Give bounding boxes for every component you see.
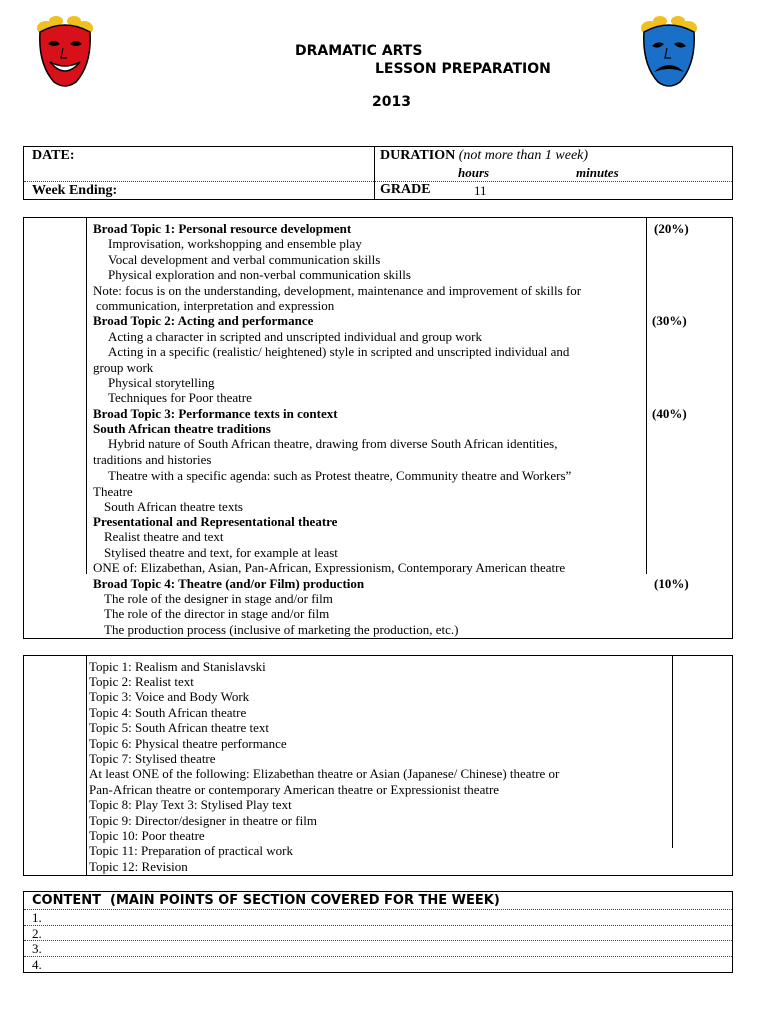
topic-line: communication, interpretation and expression bbox=[96, 298, 335, 313]
tragedy-mask-icon bbox=[636, 14, 702, 90]
topic-line: Stylised theatre and text, for example at least bbox=[104, 545, 338, 560]
duration-note: (not more than 1 week) bbox=[458, 148, 589, 163]
topic-line: Physical storytelling bbox=[108, 375, 215, 390]
grade-value: 11 bbox=[474, 183, 487, 198]
topic-line: Realist theatre and text bbox=[104, 529, 224, 544]
topic-line: South African theatre traditions bbox=[93, 421, 271, 436]
schedule-item: Topic 4: South African theatre bbox=[89, 705, 247, 720]
week-ending-label: Week Ending: bbox=[32, 183, 118, 198]
topic-weight: (30%) bbox=[652, 313, 687, 328]
content-row-4[interactable]: 4. bbox=[32, 957, 42, 972]
topic-line: Improvisation, workshopping and ensemble play bbox=[108, 236, 362, 251]
grade-label: GRADE bbox=[380, 182, 431, 197]
schedule-item: Topic 5: South African theatre text bbox=[89, 720, 269, 735]
topic-line: Hybrid nature of South African theatre, drawing from diverse South African identities, bbox=[108, 436, 558, 451]
content-row-2[interactable]: 2. bbox=[32, 926, 42, 941]
topic-line: Vocal development and verbal communication skills bbox=[108, 252, 381, 267]
schedule-table bbox=[23, 655, 733, 876]
topic-line: Techniques for Poor theatre bbox=[108, 390, 252, 405]
topic-weight: (40%) bbox=[652, 406, 687, 421]
info-table bbox=[23, 146, 733, 200]
topic-line: Acting a character in scripted and unscripted individual and group work bbox=[108, 329, 482, 344]
content-heading: CONTENT (MAIN POINTS OF SECTION COVERED FOR THE WEEK) bbox=[32, 893, 500, 908]
topic-line: traditions and histories bbox=[93, 452, 212, 467]
schedule-item: Topic 3: Voice and Body Work bbox=[89, 689, 250, 704]
schedule-item: Topic 10: Poor theatre bbox=[89, 828, 205, 843]
schedule-item: Topic 9: Director/designer in theatre or film bbox=[89, 813, 317, 828]
topic-line: Acting in a specific (realistic/ heightened) style in scripted and unscripted individual and bbox=[108, 344, 570, 359]
date-label: DATE: bbox=[32, 148, 75, 163]
topic-line: Theatre bbox=[93, 484, 133, 499]
topic-line: The role of the designer in stage and/or film bbox=[104, 591, 333, 606]
content-row-3[interactable]: 3. bbox=[32, 941, 42, 956]
topic-line: South African theatre texts bbox=[104, 499, 243, 514]
schedule-item: Topic 12: Revision bbox=[89, 859, 188, 874]
topic-line: Presentational and Representational theatre bbox=[93, 514, 338, 529]
topic-line: group work bbox=[93, 360, 154, 375]
minutes-label: minutes bbox=[576, 165, 619, 180]
schedule-item: Topic 8: Play Text 3: Stylised Play text bbox=[89, 797, 292, 812]
topic-line: ONE of: Elizabethan, Asian, Pan-African, Expressionism, Contemporary American theatre bbox=[93, 560, 566, 575]
schedule-item: Pan-African theatre or contemporary American theatre or Expressionist theatre bbox=[89, 782, 500, 797]
schedule-item: Topic 11: Preparation of practical work bbox=[89, 843, 294, 858]
topic-line: Theatre with a specific agenda: such as Protest theatre, Community theatre and Workers” bbox=[108, 468, 572, 483]
topic-line: Physical exploration and non-verbal communication skills bbox=[108, 267, 411, 282]
schedule-item: Topic 2: Realist text bbox=[89, 674, 194, 689]
topic-line: Broad Topic 4: Theatre (and/or Film) production bbox=[93, 576, 365, 591]
topic-line: Broad Topic 3: Performance texts in context bbox=[93, 406, 338, 421]
topic-line: Broad Topic 2: Acting and performance bbox=[93, 313, 314, 328]
broad-topics-table bbox=[23, 217, 733, 639]
topic-line: The role of the director in stage and/or film bbox=[104, 606, 330, 621]
comedy-mask-icon bbox=[32, 14, 98, 90]
duration-label: DURATION bbox=[380, 148, 456, 163]
topic-weight: (20%) bbox=[654, 221, 689, 236]
content-row-1[interactable]: 1. bbox=[32, 910, 42, 925]
topic-weight: (10%) bbox=[654, 576, 689, 591]
schedule-item: Topic 6: Physical theatre performance bbox=[89, 736, 287, 751]
title-line-2: LESSON PREPARATION bbox=[375, 61, 551, 77]
schedule-item: Topic 7: Stylised theatre bbox=[89, 751, 216, 766]
title-line-1: DRAMATIC ARTS bbox=[295, 43, 423, 59]
topic-line: Broad Topic 1: Personal resource development bbox=[93, 221, 352, 236]
content-table bbox=[23, 891, 733, 973]
topic-line: The production process (inclusive of marketing the production, etc.) bbox=[104, 622, 459, 637]
schedule-item: At least ONE of the following: Elizabethan theatre or Asian (Japanese/ Chinese) theatre or bbox=[89, 766, 560, 781]
hours-label: hours bbox=[458, 165, 490, 180]
schedule-item: Topic 1: Realism and Stanislavski bbox=[89, 659, 266, 674]
title-year: 2013 bbox=[372, 94, 411, 110]
topic-line: Note: focus is on the understanding, development, maintenance and improvement of skills for bbox=[93, 283, 582, 298]
